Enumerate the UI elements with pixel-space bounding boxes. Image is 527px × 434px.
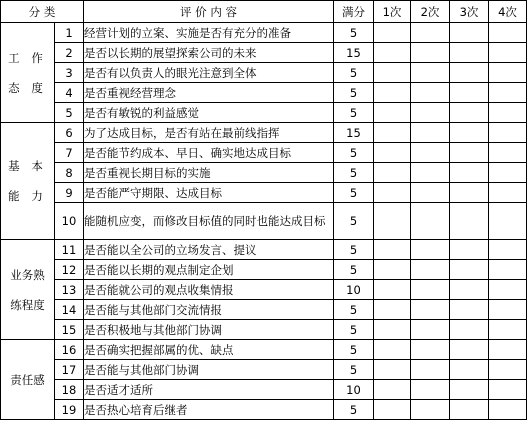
round-2-cell[interactable] (411, 203, 450, 240)
round-3-cell[interactable] (450, 63, 489, 83)
round-2-cell[interactable] (411, 400, 450, 420)
row-full-score: 5 (334, 103, 374, 123)
row-number: 6 (55, 123, 84, 143)
row-number: 2 (55, 43, 84, 63)
category-label-line1: 业务熟 (10, 267, 45, 282)
round-4-cell[interactable] (489, 280, 527, 300)
row-number: 18 (55, 380, 84, 400)
row-number: 4 (55, 83, 84, 103)
row-number: 7 (55, 143, 84, 163)
header-round-2: 2次 (411, 1, 450, 23)
row-full-score: 5 (334, 143, 374, 163)
row-number: 5 (55, 103, 84, 123)
round-3-cell[interactable] (450, 43, 489, 63)
round-1-cell[interactable] (374, 123, 411, 143)
round-2-cell[interactable] (411, 300, 450, 320)
round-4-cell[interactable] (489, 43, 527, 63)
header-category: 分 类 (1, 1, 84, 23)
round-1-cell[interactable] (374, 280, 411, 300)
round-1-cell[interactable] (374, 83, 411, 103)
row-full-score: 5 (334, 300, 374, 320)
row-number: 10 (55, 203, 84, 240)
round-1-cell[interactable] (374, 300, 411, 320)
round-4-cell[interactable] (489, 260, 527, 280)
round-1-cell[interactable] (374, 240, 411, 260)
row-full-score: 5 (334, 83, 374, 103)
row-number: 11 (55, 240, 84, 260)
round-1-cell[interactable] (374, 103, 411, 123)
row-item: 是否有以负责人的眼光注意到全体 (84, 63, 334, 83)
round-1-cell[interactable] (374, 320, 411, 340)
round-1-cell[interactable] (374, 143, 411, 163)
round-3-cell[interactable] (450, 260, 489, 280)
row-full-score: 5 (334, 203, 374, 240)
round-3-cell[interactable] (450, 183, 489, 203)
round-3-cell[interactable] (450, 23, 489, 43)
row-number: 16 (55, 340, 84, 360)
row-number: 8 (55, 163, 84, 183)
category-label-line1: 工 作 (8, 50, 47, 65)
round-3-cell[interactable] (450, 360, 489, 380)
row-full-score: 15 (334, 43, 374, 63)
row-item: 是否确实把握部属的优、缺点 (84, 340, 334, 360)
header-round-1: 1次 (374, 1, 411, 23)
table-row (1, 203, 527, 240)
row-item: 是否热心培育后继者 (84, 400, 334, 420)
round-3-cell[interactable] (450, 240, 489, 260)
table-row (1, 123, 527, 143)
round-2-cell[interactable] (411, 63, 450, 83)
row-full-score: 10 (334, 280, 374, 300)
round-2-cell[interactable] (411, 143, 450, 163)
row-item: 能随机应变，而修改目标值的同时也能达成目标 (84, 203, 334, 240)
row-item: 为了达成目标，是否有站在最前线指挥 (84, 123, 334, 143)
category-label-line1: 基 本 (8, 159, 47, 173)
round-4-cell[interactable] (489, 123, 527, 143)
round-2-cell[interactable] (411, 123, 450, 143)
category-label-line2: 态 度 (8, 80, 47, 95)
round-1-cell[interactable] (374, 183, 411, 203)
round-4-cell[interactable] (489, 320, 527, 340)
round-4-cell[interactable] (489, 340, 527, 360)
row-item: 是否适才适所 (84, 380, 334, 400)
round-2-cell[interactable] (411, 183, 450, 203)
round-2-cell[interactable] (411, 240, 450, 260)
round-4-cell[interactable] (489, 83, 527, 103)
row-number: 15 (55, 320, 84, 340)
table-row (1, 63, 527, 83)
table-row (1, 320, 527, 340)
round-4-cell[interactable] (489, 300, 527, 320)
round-4-cell[interactable] (489, 63, 527, 83)
row-number: 9 (55, 183, 84, 203)
round-3-cell[interactable] (450, 123, 489, 143)
table-row (1, 260, 527, 280)
round-1-cell[interactable] (374, 380, 411, 400)
row-number: 12 (55, 260, 84, 280)
row-item: 是否重视长期目标的实施 (84, 163, 334, 183)
round-3-cell[interactable] (450, 203, 489, 240)
round-2-cell[interactable] (411, 360, 450, 380)
table-row (1, 300, 527, 320)
round-2-cell[interactable] (411, 83, 450, 103)
round-3-cell[interactable] (450, 163, 489, 183)
round-3-cell[interactable] (450, 400, 489, 420)
row-full-score: 5 (334, 163, 374, 183)
category-label-line2: 练程度 (10, 297, 45, 312)
row-full-score: 5 (334, 320, 374, 340)
table-row (1, 380, 527, 400)
round-3-cell[interactable] (450, 143, 489, 163)
row-number: 3 (55, 63, 84, 83)
row-number: 14 (55, 300, 84, 320)
round-3-cell[interactable] (450, 280, 489, 300)
row-number: 13 (55, 280, 84, 300)
row-item: 是否能与其他部门交流情报 (84, 300, 334, 320)
category-sense-of-responsibility (1, 340, 55, 420)
round-2-cell[interactable] (411, 340, 450, 360)
row-number: 19 (55, 400, 84, 420)
round-4-cell[interactable] (489, 103, 527, 123)
header-round-4: 4次 (489, 1, 527, 23)
row-item: 是否能以全公司的立场发言、提议 (84, 240, 334, 260)
row-item: 是否有敏锐的利益感觉 (84, 103, 334, 123)
row-item: 是否能严守期限、达成目标 (84, 183, 334, 203)
table-row (1, 43, 527, 63)
header-row (1, 1, 527, 23)
header-item: 评 价 内 容 (84, 1, 334, 23)
round-1-cell[interactable] (374, 203, 411, 240)
row-full-score: 15 (334, 123, 374, 143)
round-3-cell[interactable] (450, 83, 489, 103)
row-full-score: 10 (334, 380, 374, 400)
round-2-cell[interactable] (411, 23, 450, 43)
table-row (1, 143, 527, 163)
round-4-cell[interactable] (489, 143, 527, 163)
table-row (1, 280, 527, 300)
round-4-cell[interactable] (489, 380, 527, 400)
round-3-cell[interactable] (450, 320, 489, 340)
row-full-score: 5 (334, 400, 374, 420)
round-1-cell[interactable] (374, 23, 411, 43)
category-label-line2: 能 力 (8, 189, 47, 203)
row-full-score: 5 (334, 340, 374, 360)
table-row (1, 103, 527, 123)
round-1-cell[interactable] (374, 260, 411, 280)
round-4-cell[interactable] (489, 240, 527, 260)
header-full-score: 满分 (334, 1, 374, 23)
round-2-cell[interactable] (411, 380, 450, 400)
round-1-cell[interactable] (374, 63, 411, 83)
round-1-cell[interactable] (374, 43, 411, 63)
row-full-score: 5 (334, 360, 374, 380)
round-4-cell[interactable] (489, 183, 527, 203)
category-basic-ability (1, 123, 55, 240)
row-full-score: 5 (334, 183, 374, 203)
round-2-cell[interactable] (411, 320, 450, 340)
row-item: 是否积极地与其他部门协调 (84, 320, 334, 340)
round-4-cell[interactable] (489, 163, 527, 183)
row-item: 是否能就公司的观点收集情报 (84, 280, 334, 300)
round-4-cell[interactable] (489, 203, 527, 240)
row-item: 经营计划的立案、实施是否有充分的准备 (84, 23, 334, 43)
round-2-cell[interactable] (411, 280, 450, 300)
header-round-3: 3次 (450, 1, 489, 23)
round-1-cell[interactable] (374, 360, 411, 380)
round-4-cell[interactable] (489, 360, 527, 380)
table-row (1, 83, 527, 103)
table-row (1, 183, 527, 203)
round-3-cell[interactable] (450, 103, 489, 123)
category-business-proficiency (1, 240, 55, 340)
round-2-cell[interactable] (411, 43, 450, 63)
round-1-cell[interactable] (374, 340, 411, 360)
round-2-cell[interactable] (411, 163, 450, 183)
round-4-cell[interactable] (489, 400, 527, 420)
table-row (1, 23, 527, 43)
row-full-score: 5 (334, 260, 374, 280)
category-label-line1: 责任感 (10, 372, 45, 387)
table-row (1, 360, 527, 380)
round-3-cell[interactable] (450, 300, 489, 320)
row-number: 17 (55, 360, 84, 380)
category-work-attitude (1, 23, 55, 123)
round-2-cell[interactable] (411, 260, 450, 280)
row-item: 是否重视经营理念 (84, 83, 334, 103)
row-item: 是否能与其他部门协调 (84, 360, 334, 380)
row-number: 1 (55, 23, 84, 43)
table-row (1, 400, 527, 420)
table-row (1, 163, 527, 183)
table-row (1, 340, 527, 360)
table-row (1, 240, 527, 260)
round-4-cell[interactable] (489, 23, 527, 43)
round-1-cell[interactable] (374, 163, 411, 183)
row-full-score: 5 (334, 63, 374, 83)
round-3-cell[interactable] (450, 340, 489, 360)
row-item: 是否能节约成本、早日、确实地达成目标 (84, 143, 334, 163)
round-2-cell[interactable] (411, 103, 450, 123)
round-3-cell[interactable] (450, 380, 489, 400)
round-1-cell[interactable] (374, 400, 411, 420)
row-item: 是否以长期的展望探索公司的未来 (84, 43, 334, 63)
row-full-score: 5 (334, 23, 374, 43)
row-item: 是否能以长期的观点制定企划 (84, 260, 334, 280)
row-full-score: 5 (334, 240, 374, 260)
